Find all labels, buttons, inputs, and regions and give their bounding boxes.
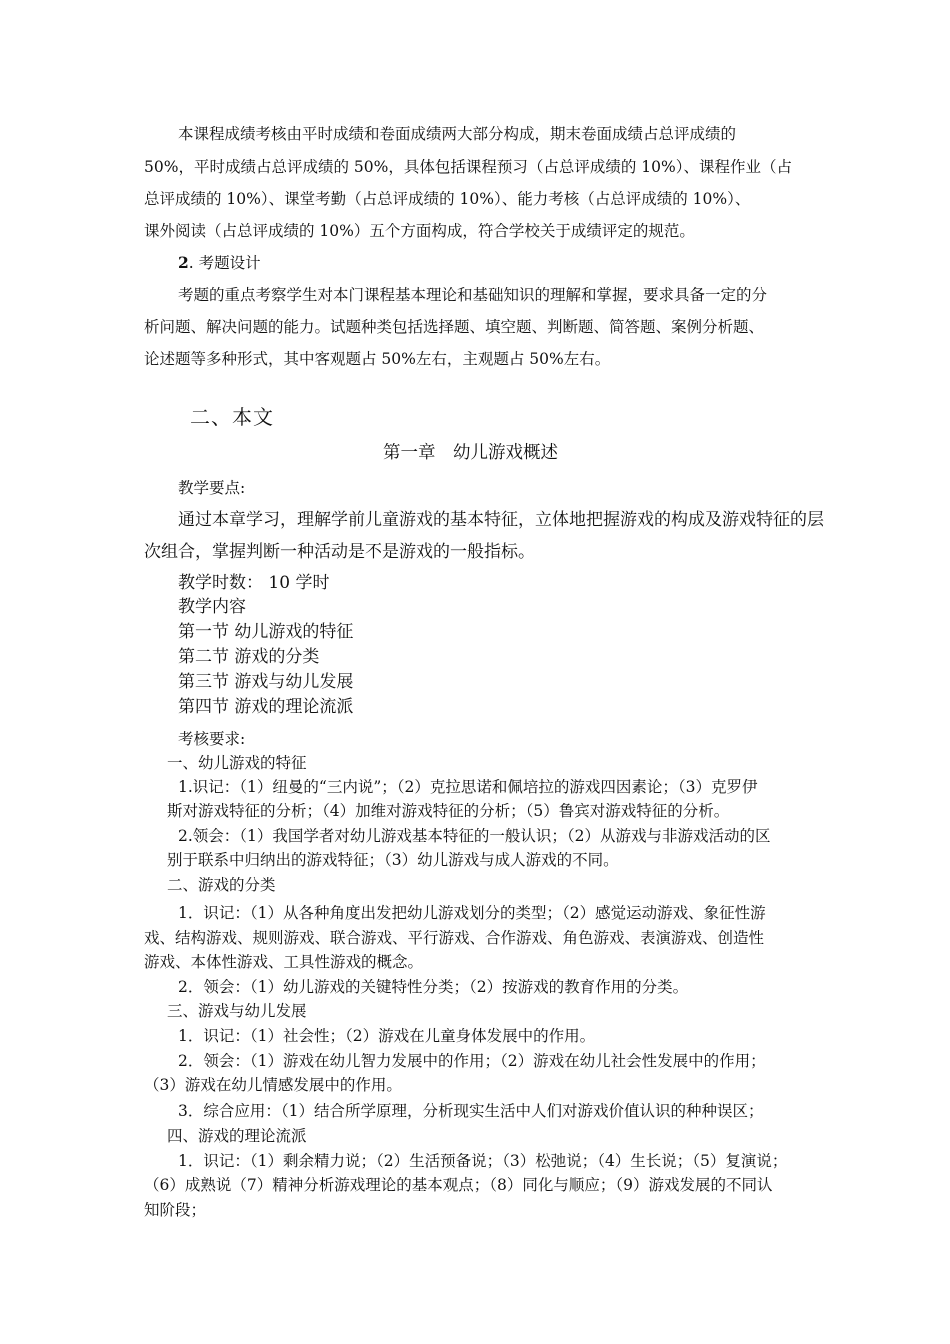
requirements-line: 1．识记：（1）剩余精力说；（2）生活预备说；（3）松弛说；（4）生长说；（5）复演说； bbox=[178, 1152, 788, 1170]
exam-design-paragraph-line: 论述题等多种形式，其中客观题占 50%左右，主观题占 50%左右。 bbox=[144, 350, 611, 368]
assessment-paragraph-line: 本课程成绩考核由平时成绩和卷面成绩两大部分构成，期末卷面成绩占总评成绩的 bbox=[178, 125, 737, 143]
heading-number: 2 bbox=[178, 253, 189, 272]
teaching-points-line: 通过本章学习，理解学前儿童游戏的基本特征，立体地把握游戏的构成及游戏特征的层 bbox=[178, 510, 824, 530]
requirements-line: 1.识记：（1）纽曼的“三内说”；（2）克拉思诺和佩培拉的游戏四因素论；（3）克罗伊 bbox=[178, 778, 758, 796]
chapter-title: 第一章 幼儿游戏概述 bbox=[383, 443, 558, 463]
requirements-line: （6）成熟说（7）精神分析游戏理论的基本观点；（8）同化与顺应；（9）游戏发展的不同认 bbox=[144, 1176, 773, 1194]
requirements-line: 3．综合应用：（1）结合所学原理，分析现实生活中人们对游戏价值认识的种种误区； bbox=[178, 1102, 764, 1120]
assessment-paragraph-line: 课外阅读（占总评成绩的 10%）五个方面构成，符合学校关于成绩评定的规范。 bbox=[144, 222, 695, 240]
requirements-line: 2．领会：（1）游戏在幼儿智力发展中的作用；（2）游戏在幼儿社会性发展中的作用； bbox=[178, 1052, 766, 1070]
section-title: 二、本文 bbox=[190, 405, 274, 429]
requirements-heading: 一、幼儿游戏的特征 bbox=[167, 754, 307, 772]
requirements-heading: 四、游戏的理论流派 bbox=[167, 1127, 307, 1145]
teaching-section-item: 第三节 游戏与幼儿发展 bbox=[178, 672, 354, 692]
requirements-heading: 二、游戏的分类 bbox=[167, 876, 276, 894]
requirements-line: 1．识记：（1）从各种角度出发把幼儿游戏划分的类型；（2）感觉运动游戏、象征性游 bbox=[178, 904, 766, 922]
teaching-section-item: 第四节 游戏的理论流派 bbox=[178, 697, 354, 717]
requirements-line: 1．识记：（1）社会性；（2）游戏在儿童身体发展中的作用。 bbox=[178, 1027, 596, 1045]
teaching-content-label: 教学内容 bbox=[178, 597, 246, 617]
requirements-label: 考核要求: bbox=[178, 730, 246, 748]
teaching-section-item: 第二节 游戏的分类 bbox=[178, 647, 320, 667]
exam-design-paragraph-line: 考题的重点考察学生对本门课程基本理论和基础知识的理解和掌握，要求具备一定的分 bbox=[178, 286, 768, 304]
requirements-line: （3）游戏在幼儿情感发展中的作用。 bbox=[144, 1076, 402, 1094]
heading-text: . 考题设计 bbox=[188, 254, 261, 272]
teaching-hours: 教学时数： 10 学时 bbox=[178, 573, 330, 593]
assessment-paragraph-line: 总评成绩的 10%）、课堂考勤（占总评成绩的 10%）、能力考核（占总评成绩的 10%）、 bbox=[144, 190, 751, 208]
requirements-line: 2.领会：（1）我国学者对幼儿游戏基本特征的一般认识；（2）从游戏与非游戏活动的区 bbox=[178, 827, 771, 845]
teaching-section-item: 第一节 幼儿游戏的特征 bbox=[178, 622, 354, 642]
requirements-line: 别于联系中归纳出的游戏特征；（3）幼儿游戏与成人游戏的不同。 bbox=[167, 851, 619, 869]
requirements-line: 戏、结构游戏、规则游戏、联合游戏、平行游戏、合作游戏、角色游戏、表演游戏、创造性 bbox=[144, 929, 765, 947]
teaching-points-label: 教学要点: bbox=[178, 479, 246, 497]
requirements-heading: 三、游戏与幼儿发展 bbox=[167, 1002, 307, 1020]
requirements-line: 知阶段； bbox=[144, 1201, 207, 1219]
requirements-line: 斯对游戏特征的分析；（4）加维对游戏特征的分析；（5）鲁宾对游戏特征的分析。 bbox=[167, 802, 730, 820]
exam-design-heading bbox=[178, 253, 261, 273]
assessment-paragraph-line: 50%，平时成绩占总评成绩的 50%，具体包括课程预习（占总评成绩的 10%）、课程作业（占 bbox=[144, 158, 792, 176]
exam-design-paragraph-line: 析问题、解决问题的能力。试题种类包括选择题、填空题、判断题、简答题、案例分析题、 bbox=[144, 318, 765, 336]
requirements-line: 2．领会：（1）幼儿游戏的关键特性分类；（2）按游戏的教育作用的分类。 bbox=[178, 978, 689, 996]
requirements-line: 游戏、本体性游戏、工具性游戏的概念。 bbox=[144, 953, 424, 971]
teaching-points-line: 次组合，掌握判断一种活动是不是游戏的一般指标。 bbox=[144, 542, 535, 562]
